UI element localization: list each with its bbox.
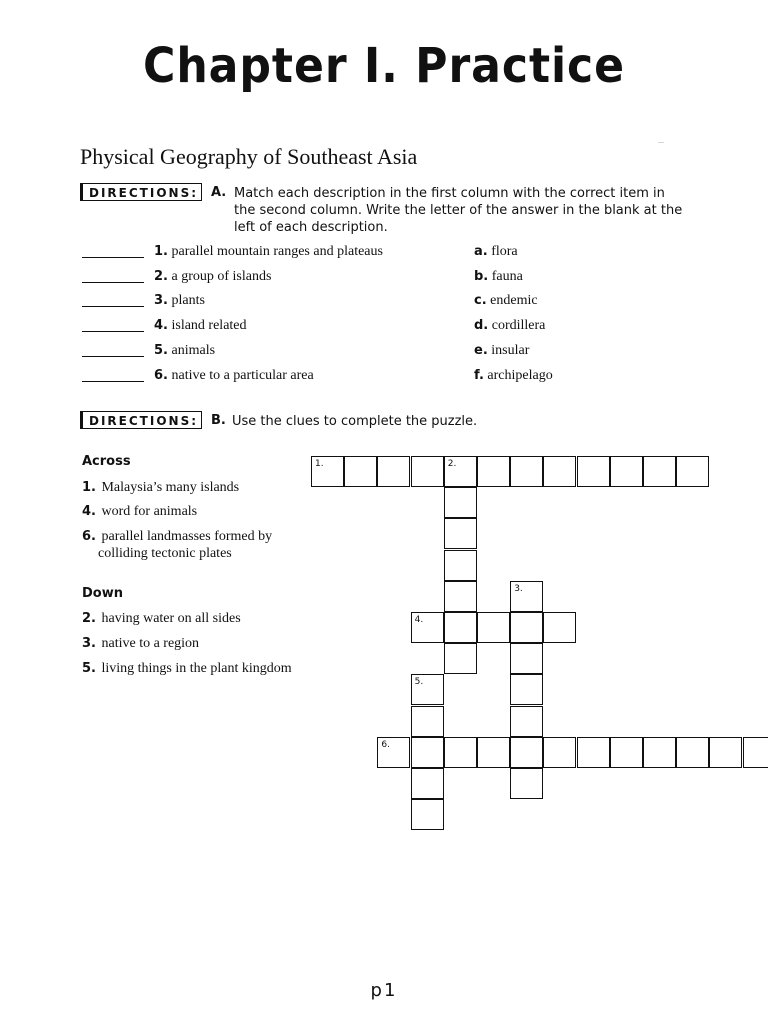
directions-line: left of each description. <box>234 220 388 235</box>
crossword-cell[interactable] <box>743 737 768 768</box>
page-number: p1 <box>370 980 398 1001</box>
match-description <box>154 269 271 285</box>
crossword-cell[interactable] <box>643 456 676 487</box>
crossword-cell[interactable] <box>643 737 676 768</box>
answer-letter: d. <box>474 318 489 333</box>
clue-text: parallel landmasses formed by colliding tectonic plates <box>98 529 273 561</box>
crossword-cell[interactable] <box>510 612 543 643</box>
section-title: Physical Geography of Southeast Asia <box>80 144 418 169</box>
crossword-cell[interactable] <box>444 456 477 487</box>
crossword-cell[interactable] <box>510 706 543 737</box>
clue-number: 2. <box>82 611 96 626</box>
crossword-cell[interactable] <box>510 456 543 487</box>
answer-blank[interactable] <box>82 331 144 332</box>
crossword-cell[interactable] <box>411 674 444 705</box>
clue-text: Malaysia’s many islands <box>101 480 240 495</box>
item-number: 5. <box>154 343 168 358</box>
answer-letter: f. <box>474 368 484 383</box>
crossword-cell[interactable] <box>444 643 477 674</box>
crossword-cell[interactable] <box>411 612 444 643</box>
page-title: Chapter I. Practice <box>142 38 626 94</box>
match-description <box>154 368 314 384</box>
directions-label-a: DIRECTIONS: <box>80 183 202 201</box>
item-text: parallel mountain ranges and plateaus <box>171 244 383 259</box>
answer-word: insular <box>491 343 530 358</box>
item-number: 6. <box>154 368 168 383</box>
corner-mark: ... <box>658 136 664 145</box>
item-text: animals <box>171 343 216 358</box>
match-description <box>154 244 383 260</box>
crossword-cell[interactable] <box>577 456 610 487</box>
crossword-cell[interactable] <box>411 768 444 799</box>
clue-text: native to a region <box>101 636 200 651</box>
clue-number: 4. <box>82 504 96 519</box>
match-description <box>154 293 205 309</box>
directions-label-b: DIRECTIONS: <box>80 411 202 429</box>
answer-letter: c. <box>474 293 487 308</box>
answer-letter: e. <box>474 343 488 358</box>
item-text: island related <box>171 318 247 333</box>
crossword-cell[interactable] <box>510 674 543 705</box>
cell-number: 2. <box>447 459 457 469</box>
crossword-cell[interactable] <box>411 799 444 830</box>
directions-letter-b: B. <box>211 413 226 428</box>
crossword-cell[interactable] <box>543 612 576 643</box>
cell-number: 3. <box>514 583 523 594</box>
answer-letter: a. <box>474 244 488 259</box>
answer-blank[interactable] <box>82 381 144 382</box>
crossword-cell[interactable] <box>477 737 510 768</box>
crossword-cell[interactable] <box>676 456 709 487</box>
crossword-cell[interactable] <box>444 487 477 518</box>
item-number: 2. <box>154 269 168 284</box>
crossword-cell[interactable] <box>311 456 344 487</box>
cell-number: 4. <box>414 615 424 625</box>
clue-text: having water on all sides <box>101 611 241 626</box>
crossword-cell[interactable] <box>477 612 510 643</box>
crossword-cell[interactable] <box>577 737 610 768</box>
answer-word: cordillera <box>491 318 546 333</box>
crossword-cell[interactable] <box>610 456 643 487</box>
clue-number: 3. <box>82 636 96 651</box>
item-number: 3. <box>154 293 168 308</box>
answer-blank[interactable] <box>82 306 144 307</box>
crossword-cell[interactable] <box>377 456 410 487</box>
crossword-cell[interactable] <box>411 706 444 737</box>
match-description <box>154 343 215 359</box>
item-number: 4. <box>154 318 168 333</box>
crossword-cell[interactable] <box>444 518 477 549</box>
answer-letter: b. <box>474 269 489 284</box>
match-answer <box>474 368 553 384</box>
directions-line: the second column. Write the letter of the answer in the blank at the <box>234 203 683 218</box>
down-heading: Down <box>82 586 123 601</box>
item-text: native to a particular area <box>171 368 314 383</box>
crossword-cell[interactable] <box>344 456 377 487</box>
item-text: plants <box>171 293 205 308</box>
crossword-cell[interactable] <box>510 768 543 799</box>
crossword-cell[interactable] <box>510 581 543 612</box>
item-text: a group of islands <box>171 269 272 284</box>
match-answer <box>474 343 529 359</box>
crossword-cell[interactable] <box>444 550 477 581</box>
crossword-cell[interactable] <box>709 737 742 768</box>
across-heading: Across <box>82 454 131 469</box>
across-clue <box>82 503 312 520</box>
directions-line: Match each description in the first column with the correct item in <box>234 186 665 201</box>
crossword-cell[interactable] <box>411 456 444 487</box>
crossword-cell[interactable] <box>610 737 643 768</box>
match-answer <box>474 269 523 285</box>
answer-blank[interactable] <box>82 356 144 357</box>
crossword-cell[interactable] <box>444 612 477 643</box>
match-answer <box>474 318 545 334</box>
down-clue <box>82 610 312 627</box>
clue-number: 5. <box>82 661 96 676</box>
clue-text: living things in the plant kingdom <box>101 661 292 676</box>
answer-word: fauna <box>491 269 523 284</box>
answer-word: flora <box>491 244 518 259</box>
down-clue <box>82 635 312 652</box>
match-answer <box>474 244 518 260</box>
crossword-cell[interactable] <box>510 737 543 768</box>
across-clue <box>82 528 318 562</box>
answer-blank[interactable] <box>82 257 144 258</box>
answer-word: endemic <box>490 293 538 308</box>
crossword-cell[interactable] <box>510 643 543 674</box>
clue-text: word for animals <box>101 504 198 519</box>
crossword-cell[interactable] <box>377 737 410 768</box>
crossword-cell[interactable] <box>477 456 510 487</box>
crossword-cell[interactable] <box>676 737 709 768</box>
crossword-cell[interactable] <box>411 737 444 768</box>
down-clue <box>82 660 322 677</box>
crossword-cell[interactable] <box>543 737 576 768</box>
cell-number: 6. <box>381 739 390 750</box>
clue-number: 6. <box>82 529 96 544</box>
crossword-grid <box>311 456 751 836</box>
directions-text-a <box>234 185 682 236</box>
crossword-cell[interactable] <box>444 581 477 612</box>
clue-number: 1. <box>82 480 96 495</box>
answer-word: archipelago <box>487 368 553 383</box>
crossword-cell[interactable] <box>543 456 576 487</box>
crossword-cell[interactable] <box>444 737 477 768</box>
directions-letter-a: A. <box>211 185 227 200</box>
answer-blank[interactable] <box>82 282 144 283</box>
across-clue <box>82 479 312 496</box>
cell-number: 5. <box>414 677 424 688</box>
match-answer <box>474 293 538 309</box>
cell-number: 1. <box>315 459 324 469</box>
directions-text-b: Use the clues to complete the puzzle. <box>232 414 478 429</box>
match-description <box>154 318 247 334</box>
item-number: 1. <box>154 244 168 259</box>
